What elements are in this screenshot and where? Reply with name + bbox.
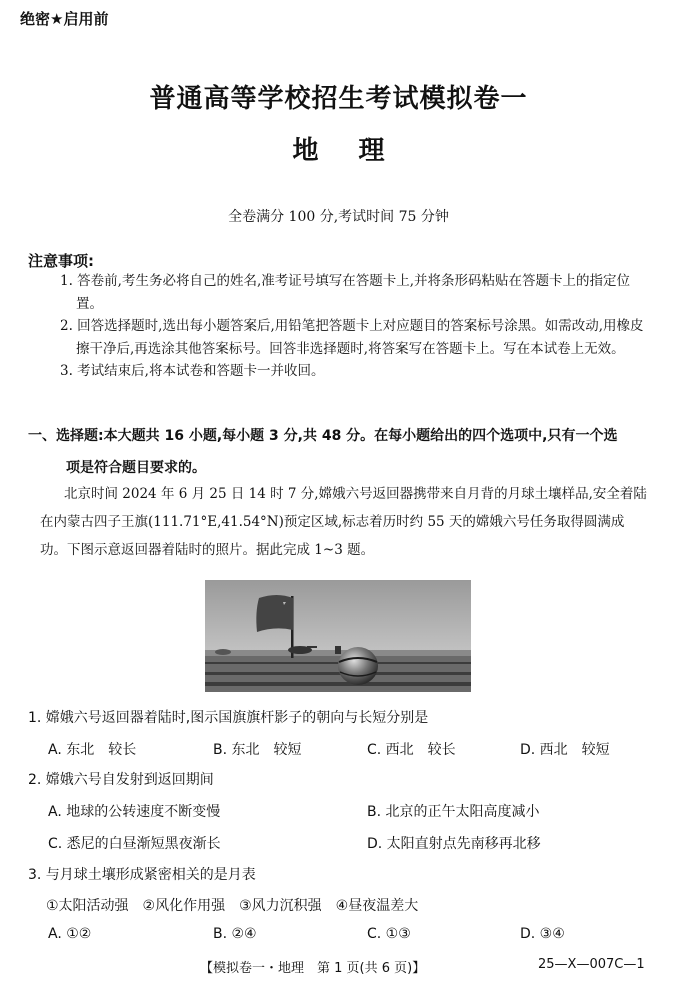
- section-heading-line1: 一、选择题:本大题共 16 小题,每小题 3 分,共 48 分。在每小题给出的四个选项中,只有一个选: [28, 428, 618, 444]
- q3-option-d: D. ③④: [520, 926, 565, 942]
- q1-option-a: A. 东北 较长: [48, 742, 137, 758]
- q1-option-c: C. 西北 较长: [367, 742, 456, 758]
- score-time-line: 全卷满分 100 分,考试时间 75 分钟: [228, 209, 449, 225]
- notice-item-1: 1. 答卷前,考生务必将自己的姓名,准考证号填写在答题卡上,并将条形码粘贴在答题卡上的指定位置。: [60, 273, 631, 312]
- question-1-stem: 1. 嫦娥六号返回器着陆时,图示国旗旗杆影子的朝向与长短分别是: [28, 710, 429, 726]
- q2-option-b: B. 北京的正午太阳高度减小: [367, 804, 540, 820]
- q2-option-a: A. 地球的公转速度不断变慢: [48, 804, 221, 820]
- landing-photo: [205, 580, 471, 692]
- question-intro: 北京时间 2024 年 6 月 25 日 14 时 7 分,嫦娥六号返回器携带来自月背的月球土壤样品,安全着陆在内蒙古四子王旗(111.71°E,41.54°N)预定区域,标志着历时约 55 天的嫦娥六号任务取得圆满成功。下图示意返回器着陆时的照片。据此完成 1~3 题。: [40, 486, 647, 558]
- q2-option-c: C. 悉尼的白昼渐短黑夜渐长: [48, 836, 221, 852]
- q3-option-a: A. ①②: [48, 926, 92, 942]
- question-2-stem: 2. 嫦娥六号自发射到返回期间: [28, 772, 214, 788]
- q1-option-b: B. 东北 较短: [213, 742, 302, 758]
- exam-title: 普通高等学校招生考试模拟卷一: [149, 84, 528, 114]
- q1-option-d: D. 西北 较短: [520, 742, 610, 758]
- q3-option-b: B. ②④: [213, 926, 257, 942]
- question-3-stem: 3. 与月球土壤形成紧密相关的是月表: [28, 867, 256, 883]
- section-heading-line2: 项是符合题目要求的。: [66, 460, 206, 476]
- notice-item-2: 2. 回答选择题时,选出每小题答案后,用铅笔把答题卡上对应题目的答案标号涂黑。如需改动,用橡皮擦干净后,再选涂其他答案标号。回答非选择题时,将答案写在答题卡上。写在本试卷上无效。: [60, 318, 644, 357]
- notice-heading: 注意事项:: [28, 252, 94, 270]
- q3-option-c: C. ①③: [367, 926, 411, 942]
- landing-photo-illustration: [205, 580, 471, 692]
- notice-item-3: 3. 考试结束后,将本试卷和答题卡一并收回。: [60, 363, 325, 379]
- page-footer-center: 【模拟卷一・地理 第 1 页(共 6 页)】: [200, 961, 426, 976]
- notice-list: [60, 270, 650, 383]
- page-footer-code: 25—X—007C—1: [538, 957, 645, 972]
- q3-factor-list: ①太阳活动强 ②风化作用强 ③风力沉积强 ④昼夜温差大: [46, 898, 419, 914]
- q2-option-d: D. 太阳直射点先南移再北移: [367, 836, 541, 852]
- section-heading: [28, 420, 653, 484]
- confidential-mark: 绝密★启用前: [20, 10, 109, 28]
- subject-title: 地理: [292, 136, 425, 166]
